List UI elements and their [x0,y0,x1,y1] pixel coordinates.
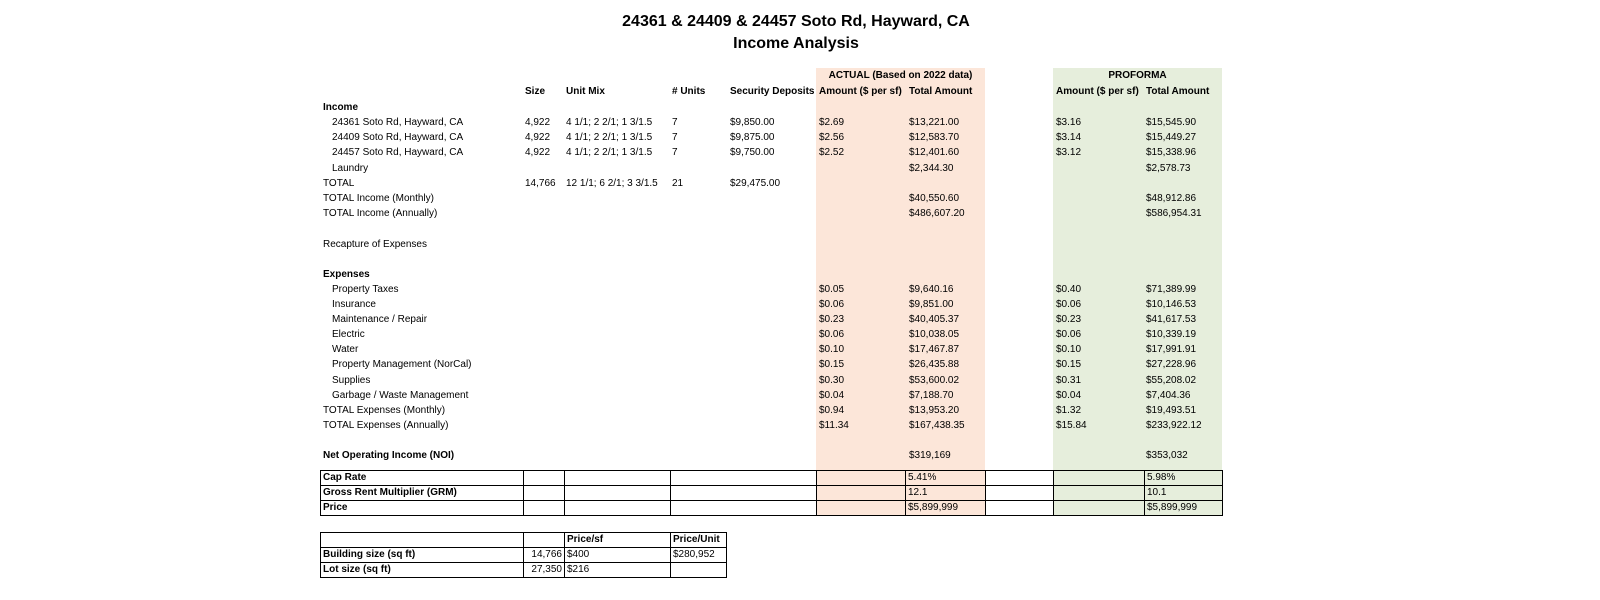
expense-row-proforma-amount: $0.06 [1056,329,1082,340]
income-row-proforma-amount: $3.16 [1056,117,1082,128]
expense-row-actual-amount: $0.30 [819,375,845,386]
expenses-annual-proforma-amount: $15.84 [1056,420,1087,431]
income-annual-actual: $486,607.20 [909,208,965,219]
income-row-proforma-total: $15,449.27 [1146,132,1197,143]
income-row-actual-total: $12,401.60 [909,147,960,158]
income-total-label: TOTAL [323,178,355,189]
expense-row-proforma-amount: $0.15 [1056,359,1082,370]
expenses-annual-proforma-total: $233,922.12 [1146,420,1202,431]
expense-row-actual-amount: $0.04 [819,390,845,401]
expense-row-proforma-amount: $0.10 [1056,344,1082,355]
actual-group-header: ACTUAL (Based on 2022 data) [828,70,973,81]
expense-row-actual-total: $10,038.05 [909,329,960,340]
col-header-proforma-total: Total Amount [1146,86,1210,97]
expense-row-proforma-total: $71,389.99 [1146,284,1197,295]
page-subtitle: Income Analysis [733,35,859,52]
price-unit [671,563,727,578]
income-row-size: 4,922 [525,117,551,128]
expense-row-actual-total: $9,851.00 [909,299,954,310]
income-row-actual-total: $13,221.00 [909,117,960,128]
income-row-actual-amount: $2.52 [819,147,845,158]
expenses-monthly-actual-amount: $0.94 [819,405,845,416]
income-row-proforma-total: $2,578.73 [1146,163,1191,174]
expense-row-actual-amount: $0.10 [819,344,845,355]
expense-row-label: Supplies [332,375,371,386]
expense-row-proforma-total: $41,617.53 [1146,314,1197,325]
expenses-monthly-proforma-total: $19,493.51 [1146,405,1197,416]
income-row-label: Laundry [332,163,369,174]
size-table-header-row [321,533,727,548]
col-header-unit-mix: Unit Mix [566,86,605,97]
size-label: Lot size (sq ft) [321,563,524,578]
col-header-actual-amount: Amount ($ per sf) [819,86,902,97]
metric-label: Gross Rent Multiplier (GRM) [321,486,524,501]
income-row-actual-total: $12,583.70 [909,132,960,143]
expense-row-actual-total: $26,435.88 [909,359,960,370]
income-row-label: 24457 Soto Rd, Hayward, CA [332,147,464,158]
metric-actual: $5,899,999 [906,501,986,516]
metric-label: Price [321,501,524,516]
size-price-table [320,532,727,578]
size-value: 27,350 [524,563,565,578]
expenses-annual-actual-total: $167,438.35 [909,420,965,431]
expense-row-proforma-amount: $0.06 [1056,299,1082,310]
metric-actual: 12.1 [906,486,986,501]
expense-row-proforma-total: $55,208.02 [1146,375,1197,386]
page-title: 24361 & 24409 & 24457 Soto Rd, Hayward, CA [622,13,970,30]
size-value: 14,766 [524,548,565,563]
expense-row-label: Water [332,344,359,355]
metric-row [321,471,1223,486]
expenses-annual-actual-amount: $11.34 [819,420,849,431]
income-monthly-label: TOTAL Income (Monthly) [323,193,434,204]
income-section-heading: Income [323,102,359,113]
col-header-units: # Units [672,86,706,97]
expense-row-label: Insurance [332,299,376,310]
income-row-units: 7 [672,147,678,158]
expense-row-actual-total: $40,405.37 [909,314,960,325]
price-sf: $216 [565,563,671,578]
price-sf: $400 [565,548,671,563]
income-row-units: 7 [672,117,678,128]
expenses-monthly-label: TOTAL Expenses (Monthly) [323,405,446,416]
income-row-proforma-total: $15,545.90 [1146,117,1197,128]
expense-row-label: Maintenance / Repair [332,314,428,325]
income-row-units: 7 [672,132,678,143]
metric-label: Cap Rate [321,471,524,486]
metric-proforma: 5.98% [1145,471,1223,486]
size-table-row [321,563,727,578]
expense-row-proforma-total: $7,404.36 [1146,390,1191,401]
expense-row-label: Property Taxes [332,284,399,295]
metric-proforma: $5,899,999 [1145,501,1223,516]
expense-row-proforma-amount: $0.23 [1056,314,1082,325]
metric-proforma: 10.1 [1145,486,1223,501]
expenses-annual-label: TOTAL Expenses (Annually) [323,420,449,431]
expense-row-actual-amount: $0.06 [819,299,845,310]
expense-row-proforma-total: $17,991.91 [1146,344,1197,355]
expenses-section-heading: Expenses [323,269,370,280]
expense-row-actual-total: $17,467.87 [909,344,960,355]
expense-row-label: Property Management (NorCal) [332,359,472,370]
income-row-size: 4,922 [525,147,551,158]
size-label: Building size (sq ft) [321,548,524,563]
metrics-table [320,470,1223,516]
income-row-label: 24409 Soto Rd, Hayward, CA [332,132,464,143]
income-row-actual-amount: $2.56 [819,132,845,143]
expense-row-actual-amount: $0.05 [819,284,845,295]
income-annual-proforma: $586,954.31 [1146,208,1202,219]
income-total-size: 14,766 [525,178,556,189]
noi-actual: $319,169 [909,450,951,461]
income-row-deposit: $9,875.00 [730,132,775,143]
price-unit-header: Price/Unit [671,533,727,548]
noi-label: Net Operating Income (NOI) [323,450,455,461]
expense-row-proforma-total: $10,146.53 [1146,299,1197,310]
income-total-units: 21 [672,178,684,189]
income-row-label: 24361 Soto Rd, Hayward, CA [332,117,464,128]
expense-row-actual-amount: $0.15 [819,359,845,370]
income-row-mix: 4 1/1; 2 2/1; 1 3/1.5 [566,132,653,143]
income-row-deposit: $9,750.00 [730,147,775,158]
col-header-actual-total: Total Amount [909,86,973,97]
col-header-proforma-amount: Amount ($ per sf) [1056,86,1139,97]
income-row-mix: 4 1/1; 2 2/1; 1 3/1.5 [566,117,653,128]
expense-row-actual-amount: $0.06 [819,329,845,340]
income-monthly-proforma: $48,912.86 [1146,193,1197,204]
income-row-proforma-amount: $3.14 [1056,132,1082,143]
income-row-size: 4,922 [525,132,551,143]
income-row-actual-total: $2,344.30 [909,163,954,174]
expenses-monthly-proforma-amount: $1.32 [1056,405,1082,416]
income-total-deposit: $29,475.00 [730,178,781,189]
expense-row-label: Electric [332,329,365,340]
income-row-mix: 4 1/1; 2 2/1; 1 3/1.5 [566,147,653,158]
expense-row-label: Garbage / Waste Management [332,390,469,401]
noi-proforma: $353,032 [1146,450,1188,461]
recapture-label: Recapture of Expenses [323,239,427,250]
expense-row-proforma-total: $27,228.96 [1146,359,1197,370]
income-row-proforma-amount: $3.12 [1056,147,1082,158]
expense-row-actual-total: $53,600.02 [909,375,960,386]
expense-row-actual-amount: $0.23 [819,314,845,325]
income-row-deposit: $9,850.00 [730,117,775,128]
size-table-row [321,548,727,563]
income-total-mix: 12 1/1; 6 2/1; 3 3/1.5 [566,178,658,189]
income-monthly-actual: $40,550.60 [909,193,960,204]
income-row-actual-amount: $2.69 [819,117,845,128]
price-unit: $280,952 [671,548,727,563]
expense-row-proforma-amount: $0.40 [1056,284,1082,295]
col-header-size: Size [525,86,546,97]
proforma-group-header: PROFORMA [1108,70,1167,81]
income-annual-label: TOTAL Income (Annually) [323,208,438,219]
metric-row [321,501,1223,516]
expense-row-proforma-amount: $0.31 [1056,375,1082,386]
expense-row-actual-total: $7,188.70 [909,390,954,401]
price-sf-header: Price/sf [565,533,671,548]
expense-row-proforma-amount: $0.04 [1056,390,1082,401]
expenses-monthly-actual-total: $13,953.20 [909,405,960,416]
expense-row-actual-total: $9,640.16 [909,284,954,295]
expense-row-proforma-total: $10,339.19 [1146,329,1197,340]
col-header-deposits: Security Deposits [730,86,815,97]
metric-actual: 5.41% [906,471,986,486]
income-row-proforma-total: $15,338.96 [1146,147,1197,158]
metric-row [321,486,1223,501]
